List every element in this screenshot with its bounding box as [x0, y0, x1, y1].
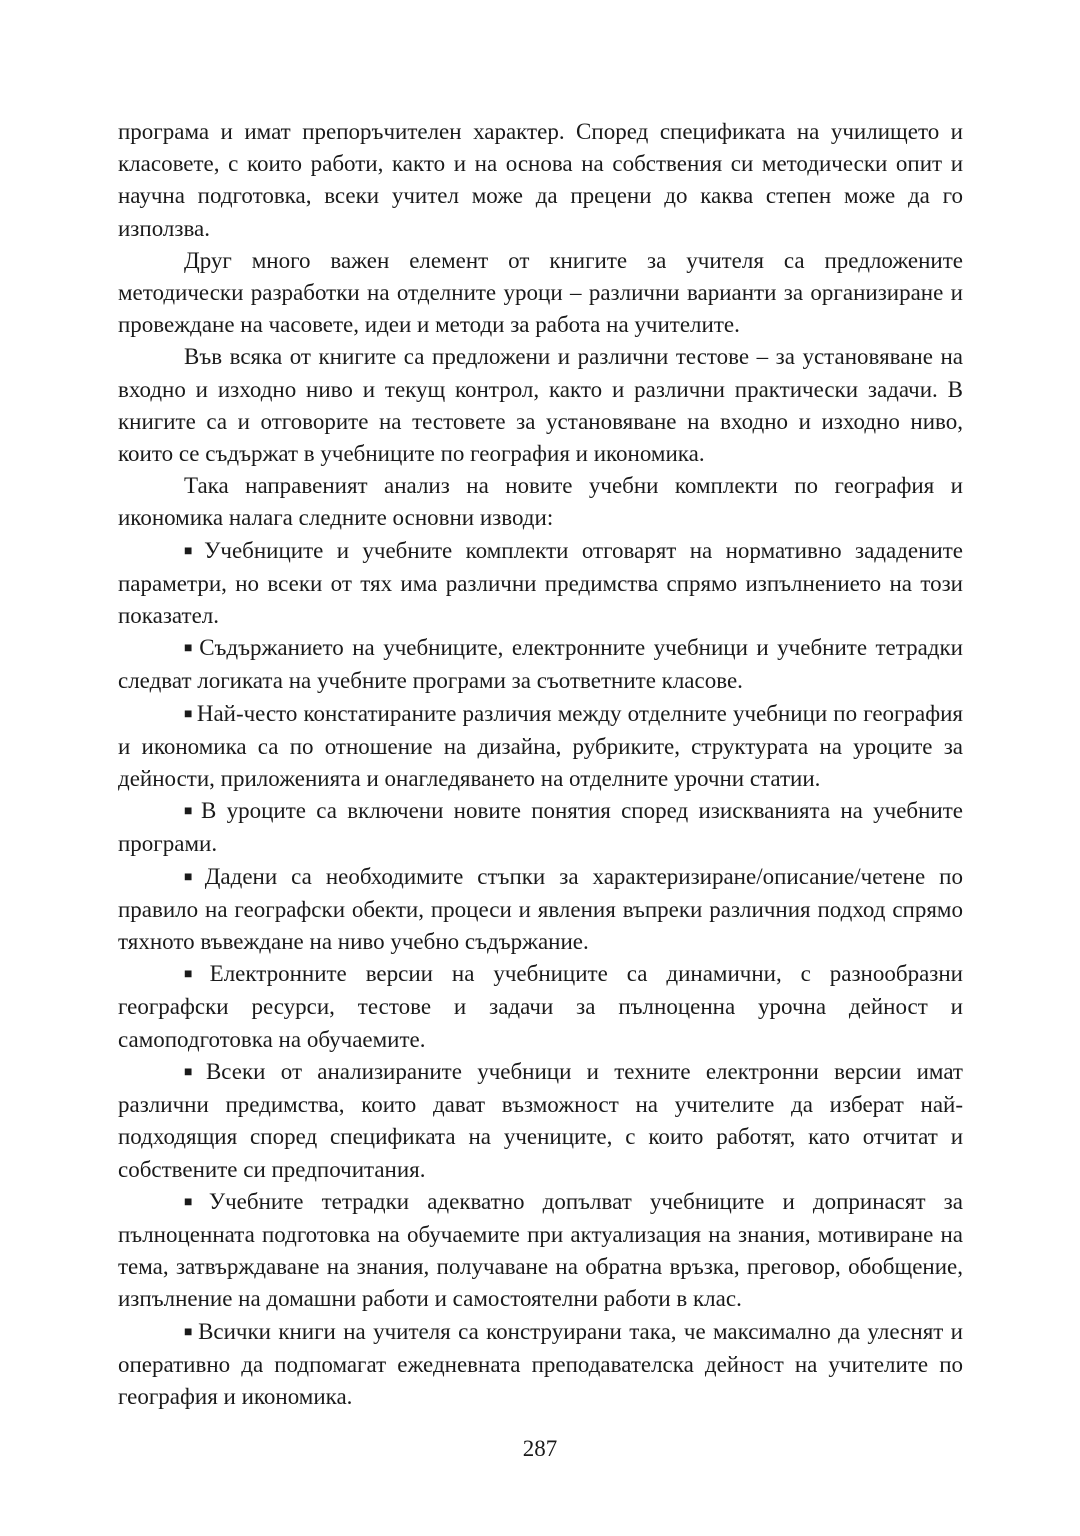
- conclusion-text: Всички книги на учителя са конструирани така, че максимално да улеснят и оперативно да подпомагат ежедневната преподавателска дейност на учителите по география и икономика.: [118, 1318, 963, 1409]
- conclusion-text: Учебниците и учебните комплекти отговарят на нормативно зададените параметри, но всеки от тях има различни предимства спрямо изпълнението на този показател.: [118, 537, 963, 629]
- conclusion-text: Учебните тетрадки адекватно допълват учебниците и допринасят за пълноценната подготовка на обучаемите при актуализация на знания, мотивиране на тема, затвърждаване на знания, получаване на обратна връзка, преговор, обобщение, изпълнение на домашни работи и самостоятелни работи в клас.: [118, 1188, 963, 1312]
- bullet-square-icon: ■: [184, 967, 206, 983]
- conclusion-item: [118, 698, 963, 796]
- conclusion-text: Всеки от анализираните учебници и техните електронни версии имат различни предимства, които дават възможност на учителите да изберат най-подходящия според спецификата на учениците, с които работят, като отчитат и собствените си предпочитания.: [118, 1058, 963, 1182]
- paragraph-analysis-intro: Така направеният анализ на новите учебни комплекти по география и икономика налага следните основни изводи:: [118, 473, 963, 531]
- conclusion-item: [118, 632, 963, 697]
- conclusion-text: Съдържанието на учебниците, електронните учебници и учебните тетрадки следват логиката на учебните програми за съответните класове.: [118, 635, 963, 694]
- bullet-square-icon: ■: [184, 1324, 195, 1340]
- conclusion-text: В уроците са включени новите понятия според изискванията на учебните програми.: [118, 798, 963, 857]
- conclusion-item: [118, 535, 963, 633]
- bullet-square-icon: ■: [184, 804, 197, 820]
- conclusion-item: [118, 1056, 963, 1186]
- conclusion-item: [118, 861, 963, 959]
- conclusion-item: [118, 1186, 963, 1316]
- bullet-square-icon: ■: [184, 869, 201, 885]
- bullet-square-icon: ■: [184, 1194, 205, 1210]
- page-number: 287: [522, 1436, 558, 1461]
- conclusion-text: Дадени са необходимите стъпки за характеризиране/описание/четене по правило на географски обекти, процеси и явления въпреки различния подход спрямо тяхното въвеждане на ниво учебно съдържание.: [118, 863, 963, 955]
- bullet-square-icon: ■: [184, 706, 193, 722]
- paragraph-continuation: програма и имат препоръчителен характер. Според спецификата на училището и класовете, с които работи, както и на основа на собствения си методически опит и научна подготовка, всеки учител може да прецени до каква степен може да го използва.: [118, 119, 963, 241]
- bullet-square-icon: ■: [184, 641, 196, 657]
- conclusion-item: [118, 795, 963, 860]
- conclusion-item: [118, 958, 963, 1056]
- conclusion-item: [118, 1316, 963, 1414]
- paragraph-tests: Във всяка от книгите са предложени и различни тестове – за установяване на входно и изходно ниво и текущ контрол, както и различни практически задачи. В книгите са и отговорите на тестовете за установяване на входно и изходно ниво, които се съдържат в учебниците по география и икономика.: [118, 344, 963, 467]
- page-body: [118, 116, 963, 1413]
- bullet-square-icon: ■: [184, 1064, 202, 1080]
- bullet-square-icon: ■: [184, 543, 201, 559]
- paragraph-methodical-developments: Друг много важен елемент от книгите за учителя са предложените методически разработки на отделните уроци – различни варианти за организиране и провеждане на часовете, идеи и методи за работа на учителите.: [118, 247, 963, 338]
- conclusion-text: Най-често констатираните различия между отделните учебници по география и икономика са по отношение на дизайна, рубриките, структурата на уроците за дейности, приложенията и онагледяването на отделните урочни статии.: [118, 700, 963, 792]
- conclusion-text: Електронните версии на учебниците са динамични, с разнообразни географски ресурси, тестове и задачи за пълноценна урочна дейност и самоподготовка на обучаемите.: [118, 961, 963, 1052]
